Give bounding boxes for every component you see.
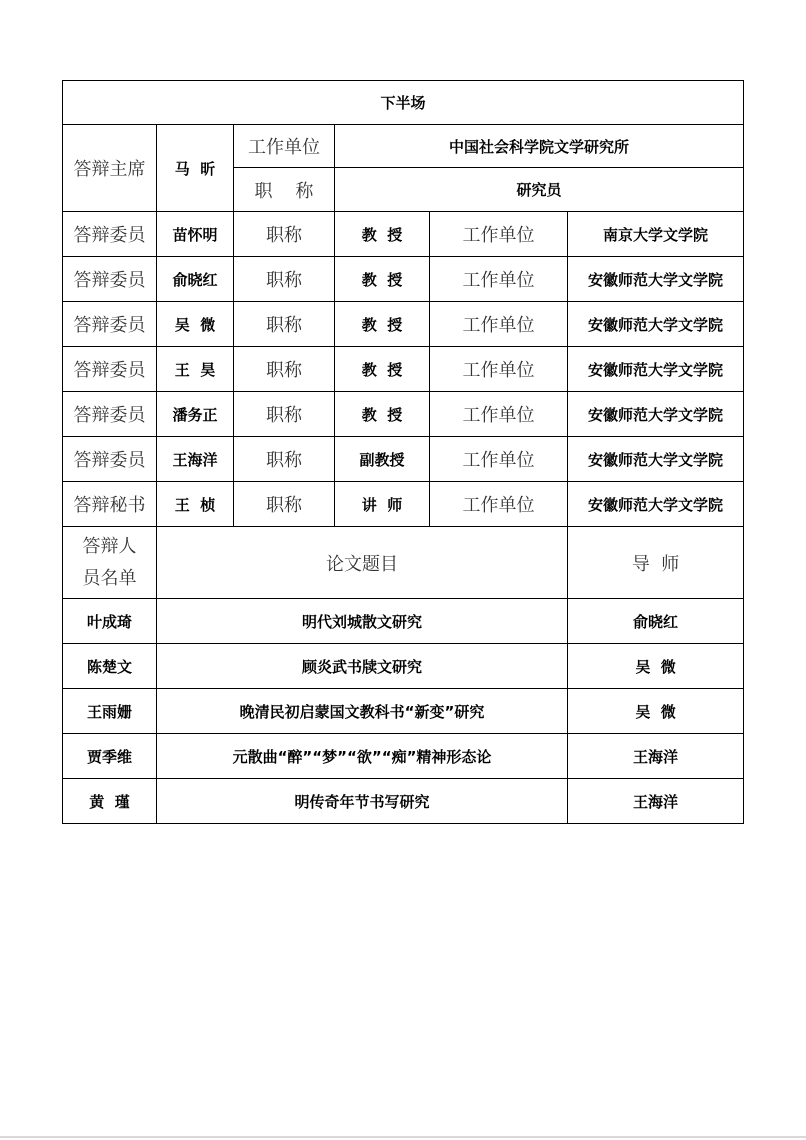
member-title: 教 授	[335, 347, 430, 392]
student-row	[63, 599, 744, 644]
member-title: 教 授	[335, 392, 430, 437]
member-row	[63, 347, 744, 392]
member-name: 苗怀明	[157, 212, 234, 257]
member-unit-label: 工作单位	[430, 347, 568, 392]
student-row	[63, 734, 744, 779]
member-unit-label: 工作单位	[430, 437, 568, 482]
students-list-label: 答辩人员名单	[63, 527, 157, 599]
member-name: 王 昊	[157, 347, 234, 392]
member-row	[63, 257, 744, 302]
students-header-row	[63, 527, 744, 599]
student-name: 王雨姗	[63, 689, 157, 734]
student-row	[63, 779, 744, 824]
member-title-label: 职称	[234, 437, 335, 482]
advisor-name: 俞晓红	[568, 599, 744, 644]
student-name: 黄 瑾	[63, 779, 157, 824]
member-role: 答辩委员	[63, 302, 157, 347]
chair-name: 马 昕	[157, 125, 234, 212]
chair-role-label: 答辩主席	[63, 125, 157, 212]
member-row	[63, 302, 744, 347]
member-row	[63, 392, 744, 437]
member-unit: 安徽师范大学文学院	[568, 257, 744, 302]
secretary-role: 答辩秘书	[63, 482, 157, 527]
member-name: 俞晓红	[157, 257, 234, 302]
chair-unit-label: 工作单位	[234, 125, 335, 168]
member-title-label: 职称	[234, 392, 335, 437]
member-title: 教 授	[335, 257, 430, 302]
member-unit: 安徽师范大学文学院	[568, 437, 744, 482]
member-unit-label: 工作单位	[430, 392, 568, 437]
member-role: 答辩委员	[63, 212, 157, 257]
page-bottom-divider	[0, 1136, 806, 1138]
advisor-name: 王海洋	[568, 734, 744, 779]
member-role: 答辩委员	[63, 437, 157, 482]
chair-unit: 中国社会科学院文学研究所	[335, 125, 744, 168]
member-unit: 安徽师范大学文学院	[568, 347, 744, 392]
secretary-row	[63, 482, 744, 527]
member-role: 答辩委员	[63, 347, 157, 392]
chair-title: 研究员	[335, 168, 744, 212]
advisor-name: 吴 微	[568, 689, 744, 734]
thesis-topic: 晚清民初启蒙国文教科书“新变”研究	[157, 689, 568, 734]
thesis-topic: 明代刘城散文研究	[157, 599, 568, 644]
secretary-title-label: 职称	[234, 482, 335, 527]
student-name: 叶成琦	[63, 599, 157, 644]
member-title-label: 职称	[234, 347, 335, 392]
member-title: 副教授	[335, 437, 430, 482]
member-title-label: 职称	[234, 212, 335, 257]
student-name: 贾季维	[63, 734, 157, 779]
member-unit: 安徽师范大学文学院	[568, 302, 744, 347]
thesis-topic: 顾炎武书牍文研究	[157, 644, 568, 689]
student-row	[63, 689, 744, 734]
member-unit-label: 工作单位	[430, 212, 568, 257]
thesis-topic: 元散曲“醉”“梦”“欲”“痴”精神形态论	[157, 734, 568, 779]
member-title-label: 职称	[234, 302, 335, 347]
member-role: 答辩委员	[63, 392, 157, 437]
chair-row	[63, 125, 744, 168]
advisor-name: 吴 微	[568, 644, 744, 689]
advisor-name: 王海洋	[568, 779, 744, 824]
member-row	[63, 212, 744, 257]
secretary-name: 王 桢	[157, 482, 234, 527]
session-title: 下半场	[63, 81, 744, 125]
topic-header: 论文题目	[157, 527, 568, 599]
session-title-row	[63, 81, 744, 125]
member-title-label: 职称	[234, 257, 335, 302]
member-name: 吴 微	[157, 302, 234, 347]
member-unit: 南京大学文学院	[568, 212, 744, 257]
member-title: 教 授	[335, 302, 430, 347]
member-role: 答辩委员	[63, 257, 157, 302]
member-name: 潘务正	[157, 392, 234, 437]
thesis-topic: 明传奇年节书写研究	[157, 779, 568, 824]
student-row	[63, 644, 744, 689]
secretary-unit-label: 工作单位	[430, 482, 568, 527]
member-title: 教 授	[335, 212, 430, 257]
secretary-unit: 安徽师范大学文学院	[568, 482, 744, 527]
student-name: 陈楚文	[63, 644, 157, 689]
advisor-header: 导 师	[568, 527, 744, 599]
member-row	[63, 437, 744, 482]
member-unit-label: 工作单位	[430, 302, 568, 347]
member-unit-label: 工作单位	[430, 257, 568, 302]
member-unit: 安徽师范大学文学院	[568, 392, 744, 437]
defense-schedule-table	[62, 80, 744, 824]
member-name: 王海洋	[157, 437, 234, 482]
chair-title-label: 职 称	[234, 168, 335, 212]
secretary-title: 讲 师	[335, 482, 430, 527]
